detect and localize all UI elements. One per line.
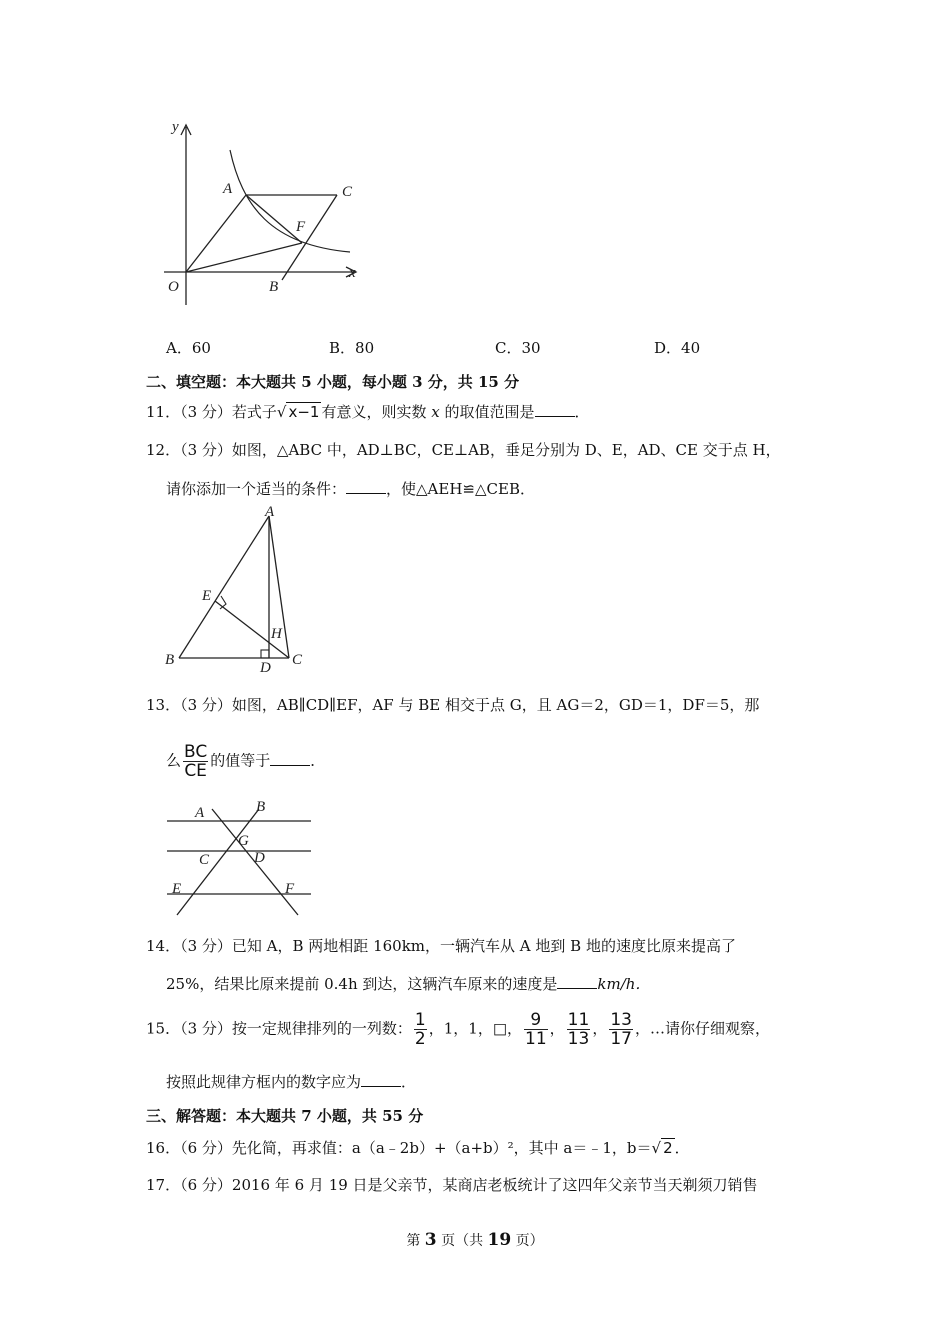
q14-blank	[557, 974, 597, 989]
q15-pre: （3 分）按一定规律排列的一列数：	[180, 1019, 412, 1038]
q11-number: 11．	[146, 403, 181, 421]
question-14-line2	[166, 973, 650, 994]
fig1-label-f: F	[296, 219, 306, 235]
q13-line1: （3 分）如图，AB∥CD∥EF，AF 与 BE 相交于点 G，且 AG＝2，GD＝1，DF＝5，那	[180, 696, 760, 714]
figure-triangle-abc	[155, 500, 315, 680]
q15-frac-2: $\frac{9}{11}$	[525, 1010, 547, 1049]
fig1-label-o: O	[168, 279, 179, 295]
q15-frac-3: $\frac{11}{13}$	[567, 1010, 590, 1049]
q10-option-d: D．40	[654, 339, 701, 357]
fig2-label-h: H	[271, 626, 282, 642]
q10-option-a: A．60	[166, 339, 211, 357]
q11-post: 的取值范围是	[439, 403, 535, 421]
q11-mid: 有意义，则实数	[321, 403, 432, 421]
q14-number: 14．	[146, 937, 181, 955]
footer-total-pages: 19	[487, 1230, 512, 1250]
q10-option-c: C．30	[495, 339, 541, 357]
q15-line2-post: ．	[401, 1073, 417, 1091]
question-15-line2	[166, 1071, 416, 1092]
section2-title: 二、填空题：本大题共 5 小题，每小题 3 分，共 15 分	[146, 373, 520, 391]
figure-hyperbola-graph	[150, 115, 370, 315]
question-11	[146, 401, 590, 422]
footer-post: 页）	[511, 1233, 544, 1249]
question-14-line1	[146, 935, 736, 956]
question-12-line1	[146, 439, 781, 460]
q14-line2-post: km/h．	[597, 975, 651, 993]
footer-mid: 页（共	[436, 1233, 488, 1249]
q13-line2-pre: 么	[166, 751, 182, 770]
q11-blank	[535, 402, 575, 417]
q13-fraction: $\frac{BC}{CE}$	[184, 742, 208, 781]
q14-line1: （3 分）已知 A，B 两地相距 160km，一辆汽车从 A 地到 B 地的速度比原来提高了	[180, 937, 736, 955]
fig2-label-a: A	[265, 504, 275, 520]
question-17	[146, 1174, 758, 1195]
fig2-label-d: D	[260, 660, 271, 676]
q16-sqrt: √ 2	[651, 1139, 673, 1157]
fig3-label-g: G	[238, 833, 249, 849]
q17-text: （6 分）2016 年 6 月 19 日是父亲节，某商店老板统计了这四年父亲节当天剃须刀销售	[180, 1176, 758, 1194]
fig3-label-b: B	[256, 799, 266, 815]
q13-line2-post: 的值等于	[210, 751, 271, 770]
question-13-line2	[166, 743, 325, 780]
question-13-line1	[146, 694, 759, 715]
question-12-line2	[166, 478, 535, 499]
fig3-label-c: C	[199, 852, 210, 868]
q16-number: 16．	[146, 1139, 181, 1157]
fig3-label-a: A	[195, 805, 205, 821]
q15-line2-pre: 按照此规律方框内的数字应为	[166, 1073, 362, 1091]
q11-var: x	[431, 403, 440, 421]
q16-end: ．	[674, 1139, 690, 1157]
q12-number: 12．	[146, 441, 181, 459]
fig2-label-b: B	[165, 652, 175, 668]
fig3-label-e: E	[172, 881, 182, 897]
fig2-label-c: C	[292, 652, 303, 668]
q16-text: （6 分）先化简，再求值：a（a﹣2b）+（a+b）²，其中 a＝﹣1，b＝	[180, 1139, 652, 1157]
q13-end: ．	[310, 751, 326, 770]
section3-title: 三、解答题：本大题共 7 小题，共 55 分	[146, 1107, 424, 1125]
question-16	[146, 1137, 690, 1158]
footer-page-number: 3	[424, 1230, 437, 1250]
footer-pre: 第	[406, 1233, 425, 1249]
q11-sqrt: √ x−1	[276, 403, 320, 421]
q13-blank	[270, 751, 310, 766]
fig1-label-x: x	[349, 265, 356, 281]
fig1-label-b: B	[269, 279, 279, 295]
q15-blank	[361, 1072, 401, 1087]
fig3-label-d: D	[254, 850, 265, 866]
q13-number: 13．	[146, 696, 181, 714]
fig1-label-a: A	[223, 181, 233, 197]
q11-end: ．	[574, 403, 590, 421]
page-footer	[0, 1230, 950, 1250]
fig2-label-e: E	[202, 588, 212, 604]
q15-mid: ，1，1，□，	[428, 1019, 523, 1038]
fig1-label-y: y	[172, 119, 179, 135]
figure-parallel-lines	[155, 795, 325, 925]
question-15-line1: 15．（3 分）按一定规律排列的一列数： $\frac{1}{2}$ ，1，1，□， $\frac{9}{11}$ ， $\frac{11}{13}$ ， $\frac{13}{17}$ ，…请你仔细观察，	[146, 1010, 770, 1049]
q15-post: ，…请你仔细观察，	[634, 1019, 770, 1038]
fig1-label-c: C	[342, 184, 353, 200]
q15-number: 15．	[146, 1019, 181, 1038]
q15-frac-4: $\frac{13}{17}$	[610, 1010, 632, 1049]
q15-frac-1: $\frac{1}{2}$	[414, 1010, 426, 1049]
fig3-label-f: F	[285, 881, 295, 897]
q17-number: 17．	[146, 1176, 181, 1194]
q12-line2-post: ，使△AEH≌△CEB．	[386, 480, 535, 498]
q11-pre: （3 分）若式子	[180, 403, 277, 421]
q12-blank	[346, 479, 386, 494]
q14-line2-pre: 25%，结果比原来提前 0.4h 到达，这辆汽车原来的速度是	[166, 975, 558, 993]
q12-line2-pre: 请你添加一个适当的条件：	[166, 480, 347, 498]
q10-option-b: B．80	[329, 339, 375, 357]
q12-line1: （3 分）如图，△ABC 中，AD⊥BC，CE⊥AB，垂足分别为 D、E，AD、CE 交于点 H，	[180, 441, 781, 459]
